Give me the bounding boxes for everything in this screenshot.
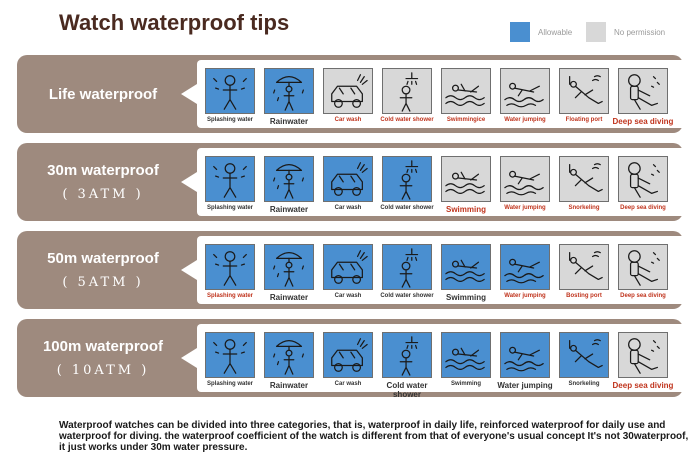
water-jumping-icon — [500, 156, 550, 202]
activity-label: Swimming — [445, 205, 486, 214]
legend-no-permission — [586, 22, 665, 42]
row-label — [17, 231, 189, 309]
rainwater-icon — [264, 244, 314, 290]
swimming-icon — [441, 156, 491, 202]
activity-cell-rain — [264, 156, 314, 214]
activity-cell-jump — [500, 68, 550, 124]
activity-label: Car wash — [334, 293, 362, 299]
activity-label: Water jumping — [504, 117, 546, 123]
swimming-icon — [441, 332, 491, 378]
activity-cell-rain — [264, 332, 314, 390]
splashing-water-icon — [205, 332, 255, 378]
page-title: Watch waterproof tips — [59, 10, 290, 35]
activity-cell-splashing — [205, 244, 255, 300]
activity-label: Rainwater — [269, 205, 309, 214]
activity-cell-rain — [264, 244, 314, 302]
activity-cell-dive — [612, 68, 674, 126]
activity-label: Rainwater — [269, 381, 309, 390]
activity-label: Car wash — [334, 117, 362, 123]
legend-allowable-label: Allowable — [538, 27, 573, 37]
activity-cell-snorkel — [559, 156, 609, 212]
activity-cell-shower — [382, 156, 432, 212]
activity-label: Cold water shower — [380, 205, 434, 211]
activity-cell-carwash — [323, 156, 373, 212]
allowable-swatch — [510, 22, 530, 42]
activity-cell-swim — [441, 68, 491, 124]
cold-water-shower-icon — [382, 332, 432, 378]
waterproof-level-name: 30m waterproof — [47, 162, 159, 179]
deep-sea-diving-icon — [618, 68, 668, 114]
activity-label: Cold water shower — [380, 293, 434, 299]
snorkeling-icon — [559, 68, 609, 114]
atm-rating: ( 5ATM ) — [62, 275, 144, 290]
activity-cell-jump — [497, 332, 553, 390]
row-label — [17, 143, 189, 221]
atm-rating: ( 3ATM ) — [62, 187, 144, 202]
rainwater-icon — [264, 332, 314, 378]
activity-label: Splashing water — [206, 293, 253, 299]
activity-cell-splashing — [205, 156, 255, 212]
waterproof-level-name: Life waterproof — [48, 85, 158, 103]
activity-label: Splashing water — [206, 205, 253, 211]
activity-cell-shower — [382, 332, 432, 399]
activity-cell-dive — [618, 244, 668, 300]
row-label — [17, 319, 189, 397]
activity-cell-splashing — [205, 68, 255, 124]
cold-water-shower-icon — [382, 68, 432, 114]
rainwater-icon — [264, 156, 314, 202]
activity-cell-carwash — [323, 332, 373, 388]
activity-label: Snorkeling — [568, 205, 600, 211]
splashing-water-icon — [205, 244, 255, 290]
activity-cell-swim — [441, 332, 491, 388]
activity-label: Deep sea diving — [620, 205, 666, 211]
explanation-note: Waterproof watches can be divided into three categories, that is, waterproof in daily life, reinforced waterproof for daily use and waterproof for diving. the waterproof coefficient of the watch is different from that of everyone's usual concept It's not 30waterproof, it just works under 30m water pressure. — [59, 420, 689, 453]
activity-label: Deep sea diving — [620, 293, 666, 299]
splashing-water-icon — [205, 68, 255, 114]
waterproof-row — [17, 231, 683, 309]
activity-label: Splashing water — [206, 117, 253, 123]
arrow-icon — [181, 172, 197, 192]
activity-cell-snorkel — [559, 244, 609, 300]
water-jumping-icon — [500, 244, 550, 290]
car-wash-icon — [323, 68, 373, 114]
activity-cell-shower — [382, 68, 432, 124]
waterproof-row — [17, 55, 683, 133]
cold-water-shower-icon — [382, 244, 432, 290]
activity-label: Car wash — [334, 205, 362, 211]
activity-label: Swimming — [450, 381, 481, 387]
activity-cell-dive — [612, 332, 674, 390]
activity-cell-jump — [500, 244, 550, 300]
deep-sea-diving-icon — [618, 244, 668, 290]
activity-label: Swimmingice — [446, 117, 486, 123]
activity-label: Rainwater — [269, 117, 309, 126]
waterproof-row — [17, 143, 683, 221]
activity-cell-carwash — [323, 68, 373, 124]
waterproof-row — [17, 319, 683, 397]
activity-cell-swim — [441, 244, 491, 302]
activity-label: Deep sea diving — [612, 117, 674, 126]
deep-sea-diving-icon — [618, 332, 668, 378]
activity-label: Rainwater — [269, 293, 309, 302]
waterproof-level-name: 100m waterproof — [42, 338, 164, 355]
activity-cell-rain — [264, 68, 314, 126]
activity-label: Floating port — [565, 117, 603, 123]
activity-panel — [197, 60, 683, 128]
activity-label: Deep sea diving — [612, 381, 674, 390]
activity-cell-shower — [382, 244, 432, 300]
activity-cell-snorkel — [559, 332, 609, 388]
no-permission-swatch — [586, 22, 606, 42]
activity-label: Swimming — [445, 293, 486, 302]
activity-panel — [197, 148, 683, 216]
snorkeling-icon — [559, 332, 609, 378]
activity-label: Water jumping — [497, 381, 553, 390]
row-label — [17, 55, 189, 133]
activity-cell-splashing — [205, 332, 255, 388]
waterproof-level-name: 50m waterproof — [47, 250, 159, 267]
water-jumping-icon — [500, 332, 550, 378]
splashing-water-icon — [205, 156, 255, 202]
arrow-icon — [181, 84, 197, 104]
activity-label: Water jumping — [504, 205, 546, 211]
water-jumping-icon — [500, 68, 550, 114]
activity-cell-jump — [500, 156, 550, 212]
snorkeling-icon — [559, 244, 609, 290]
activity-label: Cold water shower — [380, 117, 434, 123]
activity-cell-swim — [441, 156, 491, 214]
activity-cell-carwash — [323, 244, 373, 300]
rainwater-icon — [264, 68, 314, 114]
activity-label: Cold water shower — [386, 381, 428, 399]
car-wash-icon — [323, 332, 373, 378]
car-wash-icon — [323, 156, 373, 202]
activity-panel — [197, 324, 683, 399]
activity-cell-snorkel — [559, 68, 609, 124]
cold-water-shower-icon — [382, 156, 432, 202]
atm-rating: ( 10ATM ) — [56, 363, 150, 378]
swimming-icon — [441, 244, 491, 290]
activity-panel — [197, 236, 683, 304]
deep-sea-diving-icon — [618, 156, 668, 202]
activity-cell-dive — [618, 156, 668, 212]
activity-label: Splashing water — [206, 381, 253, 387]
snorkeling-icon — [559, 156, 609, 202]
activity-label: Car wash — [334, 381, 362, 387]
activity-label: Bosting port — [566, 293, 602, 299]
car-wash-icon — [323, 244, 373, 290]
legend-allowable — [510, 22, 572, 42]
swimming-icon — [441, 68, 491, 114]
arrow-icon — [181, 260, 197, 280]
legend-no-permission-label: No permission — [614, 27, 666, 37]
activity-label: Water jumping — [504, 293, 546, 299]
activity-label: Snorkeling — [568, 381, 600, 387]
arrow-icon — [181, 348, 197, 368]
